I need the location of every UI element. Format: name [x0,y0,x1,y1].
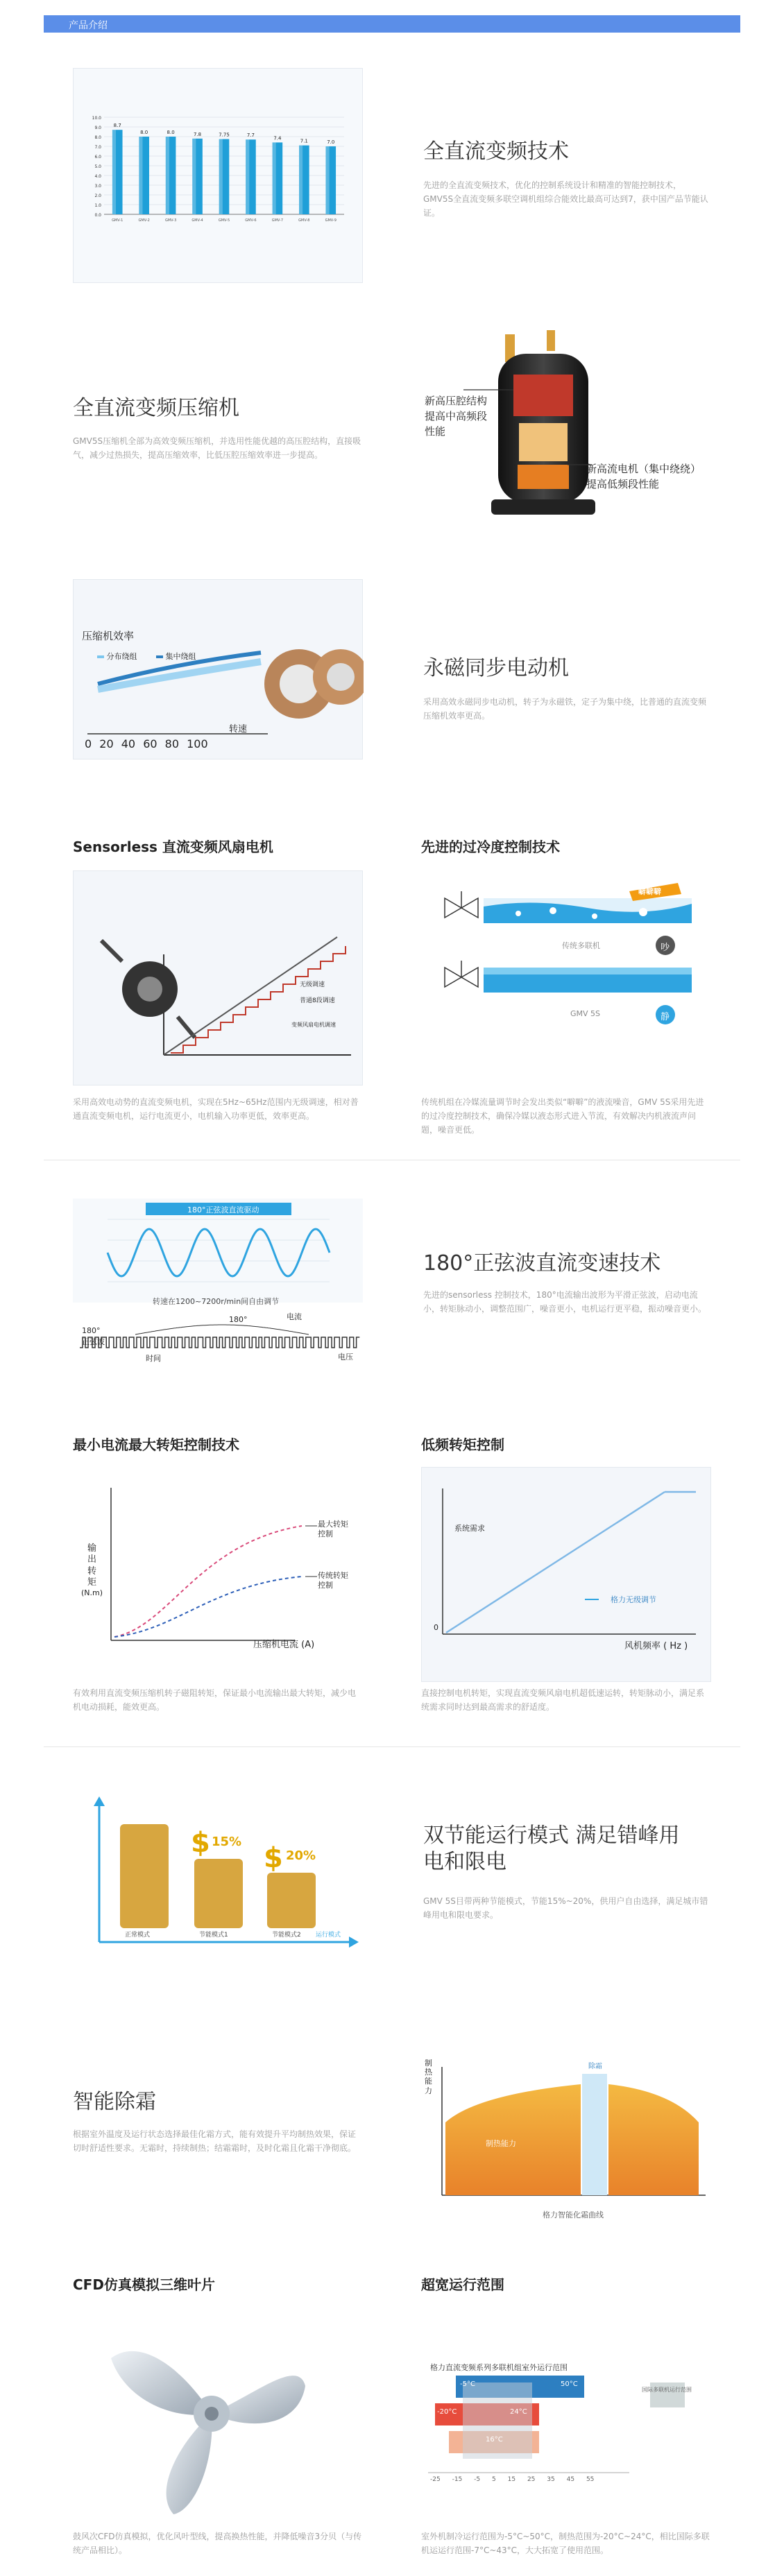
label-180-left: 180° [82,1326,101,1335]
bar-category-label: GMV-1 [112,218,123,223]
fan-blade-image [97,2310,326,2525]
bar-highlight [192,139,196,214]
compressor-callout-2 [586,462,701,492]
range-b4: -5°C [460,2380,475,2388]
s5-title: 180°正弦波直流变速技术 [423,1251,661,1276]
s2-desc: GMV5S压缩机全部为高效变频压缩机，并选用性能优越的高压腔结构，直接吸气，减少过热损失，提高压缩效率，比低压腔压缩效率进一步提高。 [73,436,361,460]
energy-x-2: 节能模式1 [199,1932,228,1939]
max-torque-curve [114,1526,302,1637]
pwm-wave-line [80,1337,359,1348]
defrost-y1: 制 [425,2059,432,2068]
coin-stack-mode1 [194,1859,243,1928]
fan-legend-1: 无级调速 [300,981,325,988]
bar-category-label: GMV-4 [191,218,203,223]
traditional-torque-curve [114,1577,302,1637]
defrost-y-label [425,2059,432,2095]
sub-top-label: 传统多联机 [562,941,600,950]
bar-data-label: 8.7 [113,123,121,129]
rc-origin: 0 [434,1623,438,1632]
s4-left-desc: 采用高效电动势的直流变频电机，实现在5Hz~65Hz范围内无级调速，相对普通直流变频电机，运行电流更小，电机输入功率更低，效率更高。 [73,1097,359,1121]
svg-text:$: $ [191,1827,210,1859]
bar-data-label: 7.1 [300,138,308,144]
range-b2: 24°C [510,2408,527,2416]
bar-category-label: GMV-9 [325,218,336,223]
sub-top-badge: 吵 [661,943,670,953]
sub-bottom-label: GMV 5S [570,1009,601,1018]
sine-chart-caption: 转速在1200~7200r/min间自由调节 [153,1297,280,1306]
bar-y-tick: 4.0 [94,174,101,179]
lc-y2: 出 [87,1554,97,1565]
range-tick: 55 [586,2476,595,2483]
s3-title: 永磁同步电动机 [423,656,569,680]
fan-axis-label: 变频风扇电机调速 [291,1022,336,1028]
bar-category-label: GMV-2 [138,218,150,223]
lc-leg1a: 最大转矩 [318,1520,348,1529]
range-tick: -25 [430,2476,441,2483]
bar-category-label: GMV-8 [298,218,310,223]
callout1-line3: 性能 [425,424,446,438]
bar-category-label: GMV-6 [245,218,257,223]
defrost-band [582,2074,607,2195]
motor-x-tick: 0 [85,737,92,750]
lc-legend-1 [318,1520,348,1540]
section-header-bar [44,15,740,33]
motor-legend-2 [156,651,196,662]
callout1-line2: 提高中高频段 [425,409,488,422]
s7-desc: GMV 5S目带两种节能模式，节能15%~20%，供用户自由选择，满足城市错峰用电和限电要求。 [423,1896,708,1920]
compressor-base [491,499,595,515]
s1-title: 全直流变频技术 [423,139,569,164]
bar-y-tick: 6.0 [94,155,101,160]
bar-y-tick: 5.0 [94,164,101,169]
s4-right-desc: 传统机组在冷媒流量调节时会发出类似“噼噼”的液流噪音，GMV 5S采用先进的过冷度控制技术，确保冷媒以液态形式进入节流，有效解决内机液流声问题，噪音更低。 [421,1097,704,1135]
label-voltage: 电压 [338,1353,353,1362]
s9-right-title: 超宽运行范围 [421,2276,504,2293]
sine-wave-image [73,1199,363,1372]
bar-category-label: GMV-3 [164,218,177,223]
s4-right-title: 先进的过冷度控制技术 [421,839,560,855]
motor-x-label: 转速 [229,724,248,735]
bar-y-tick: 2.0 [94,194,101,198]
defrost-chart [421,2053,711,2219]
range-tick: 25 [527,2476,536,2483]
bar-data-label: 7.8 [193,131,202,137]
label-180-top: 180° [229,1315,248,1324]
bar-highlight [299,146,302,214]
defrost-y2: 热 [425,2068,432,2077]
bar-highlight [139,137,142,214]
motor-x-tick: 100 [187,737,208,750]
bar-data-label: 7.7 [246,132,255,139]
bar-y-tick: 0.0 [94,213,101,218]
divider-2 [44,1746,740,1747]
label-current: 电流 [287,1312,302,1321]
compressor-callout-1 [425,394,487,439]
motor-x-tick: 20 [99,737,114,750]
sine-chart-header: 180°正弦波直流驱动 [187,1205,259,1214]
s7-title-line1: 双节能运行模式 满足错峰用 [423,1823,680,1848]
bar-data-label: 8.0 [167,130,175,135]
bar-highlight [325,146,329,214]
bar-y-tick: 7.0 [94,145,101,150]
bar-highlight [112,130,116,214]
range-ticks [430,2476,594,2483]
range-tick: 45 [566,2476,575,2483]
label-time: 时间 [146,1354,161,1363]
energy-pct-1: 15% [212,1835,242,1849]
motor-efficiency-image [73,579,363,759]
bar-data-label: 7.75 [219,132,230,138]
motor-x-ticks [85,737,208,750]
range-legend: 国际多联机运行范围 [642,2387,692,2393]
lc-y4: 矩 [87,1577,97,1588]
bar-category-label: GMV-7 [271,218,284,223]
range-tick: 5 [492,2476,496,2483]
coin-stack-mode2 [267,1873,316,1928]
subcool-image [421,870,711,1085]
compressor-coil [519,423,568,461]
pipe-2 [547,330,555,351]
fan-motor-image [73,870,363,1085]
sub-bottom-badge: 静 [661,1012,670,1022]
defrost-area-label: 制热能力 [486,2139,516,2148]
s6-left-desc: 有效利用直流变频压缩机转子磁阻转矩，保证最小电流输出最大转矩，减少电机电动损耗，能效更高。 [73,1688,357,1712]
s8-desc: 根据室外温度及运行状态选择最佳化霜方式，能有效提升平均制热效果，保证切时舒适性要求。无霜时，持续制热；结霜霜时，及时化霜且化霜干净彻底。 [73,2129,357,2153]
compressor-motor [513,375,573,416]
s6-left-title: 最小电流最大转矩控制技术 [73,1436,239,1453]
bar-data-label: 8.0 [140,130,148,135]
bar-highlight [273,142,276,214]
bar-y-tick: 3.0 [94,184,101,189]
bar-highlight [166,137,169,214]
bar-y-tick: 10.0 [92,116,101,121]
s4-left-title: Sensorless 直流变频风扇电机 [73,839,273,855]
system-demand-line [446,1492,665,1633]
lc-y3: 转 [87,1565,97,1577]
coin-stack-normal [120,1824,169,1928]
callout2-line2: 提高低频段性能 [586,477,660,490]
range-tick: -15 [452,2476,463,2483]
rc-label-2: 格力无级调节 [611,1595,656,1604]
s2-title: 全直流变频压缩机 [73,396,239,420]
energy-axis-right: 运行模式 [316,1932,341,1939]
section-header-title: 产品介绍 [69,20,108,31]
svg-text:$: $ [264,1842,283,1874]
bar-data-label: 7.4 [273,135,282,141]
defrost-y3: 能 [425,2077,432,2086]
ghost-block [463,2382,532,2459]
range-b3: -20°C [437,2408,457,2416]
energy-mode-image [73,1796,363,1949]
defrost-top-label: 除霜 [588,2063,602,2070]
s6-right-title: 低频转矩控制 [421,1436,504,1453]
callout2-line1: 新高流电机（集中绕绕） [586,463,701,475]
range-b5: 16°C [486,2436,503,2444]
range-tick: 15 [507,2476,516,2483]
range-tick: -5 [474,2476,481,2483]
lc-y5: (N.m) [81,1588,103,1597]
bar-data-label: 7.0 [327,139,335,145]
bar-highlight [246,139,249,214]
energy-x-3: 节能模式2 [272,1932,301,1939]
motor-x-tick: 40 [121,737,136,750]
fan-legend-2: 普通8段调速 [300,997,335,1004]
bar-highlight [219,139,223,215]
lc-legend-2 [318,1571,348,1591]
motor-legend-1-label: 分布绕组 [106,652,137,661]
lc-leg2a: 传统转矩 [318,1571,348,1580]
rc-label-1: 系统需求 [454,1524,485,1533]
s8-title: 智能除霜 [73,2090,156,2114]
label-sine: 正弦波 [82,1337,105,1346]
lc-leg1b: 控制 [318,1529,333,1539]
s6-right-desc: 直接控制电机转矩，实现直流变频风扇电机超低速运转，转矩脉动小，满足系统需求同时达到最高需求的舒适度。 [421,1688,705,1712]
motor-legend-2-label: 集中绕组 [165,652,196,661]
noise-ribbon-text: 噼噼噼 [638,887,661,896]
s7-title [423,1823,680,1875]
energy-pct-2: 20% [286,1848,316,1863]
lc-leg2b: 控制 [318,1581,333,1590]
range-chart-title: 格力直流变频系列多联机组室外运行范围 [430,2363,568,2372]
range-b1: 50°C [561,2380,578,2388]
s9-left-title: CFD仿真模拟三维叶片 [73,2276,215,2293]
range-chart [421,2351,711,2497]
lc-y-label [81,1543,103,1598]
rc-x-label: 风机频率 ( Hz ) [624,1641,688,1651]
energy-x-1: 正常模式 [125,1932,151,1939]
bar-category-label: GMV-5 [218,218,230,223]
motor-chart-title: 压缩机效率 [82,630,135,642]
motor-legend-1 [97,651,137,662]
efficiency-chart-image [73,68,363,283]
heating-area-2 [608,2084,699,2195]
motor-x-tick: 80 [164,737,179,750]
s5-desc: 先进的sensorless 控制技术，180°电流输出波形为平滑正弦波，启动电流小，转矩脉动小，调整范围广，噪音更小，电机运行更平稳，振动噪音更小。 [423,1290,707,1314]
compressor-pump [518,465,569,489]
s7-title-line2: 电和限电 [423,1849,506,1874]
motor-x-tick: 60 [143,737,157,750]
bar-y-tick: 9.0 [94,126,101,130]
s9-right-desc: 室外机制冷运行范围为-5°C~50°C，制热范围为-20°C~24°C，相比国际多联机运运行范围-7°C~43°C，大大拓宽了使用范围。 [421,2532,710,2555]
s3-desc: 采用高效永磁同步电动机，转子为永磁铁，定子为集中绕，比普通的直流变频压缩机效率更高。 [423,697,707,721]
lc-x-label: 压缩机电流 (A) [253,1640,315,1650]
bar-y-tick: 1.0 [94,203,101,208]
defrost-y4: 力 [425,2086,432,2095]
efficiency-bar-chart [74,69,364,284]
range-tick: 35 [547,2476,555,2483]
s1-desc: 先进的全直流变频技术，优化的控制系统设计和精准的智能控制技术，GMV5S全直流变频多联空调机组综合能效比最高可达到7，获中国产品节能认证。 [423,180,708,218]
lc-y1: 输 [87,1543,97,1554]
bar-y-tick: 8.0 [94,135,101,140]
s9-left-desc: 鼓风次CFD仿真模拟，优化风叶型线，提高换热性能，并降低噪音3分贝（与传统产品相比）。 [73,2532,362,2555]
defrost-caption: 格力智能化霜曲线 [543,2210,604,2219]
current-wave-line [135,1325,309,1334]
callout1-line1: 新高压腔结构 [425,395,488,407]
